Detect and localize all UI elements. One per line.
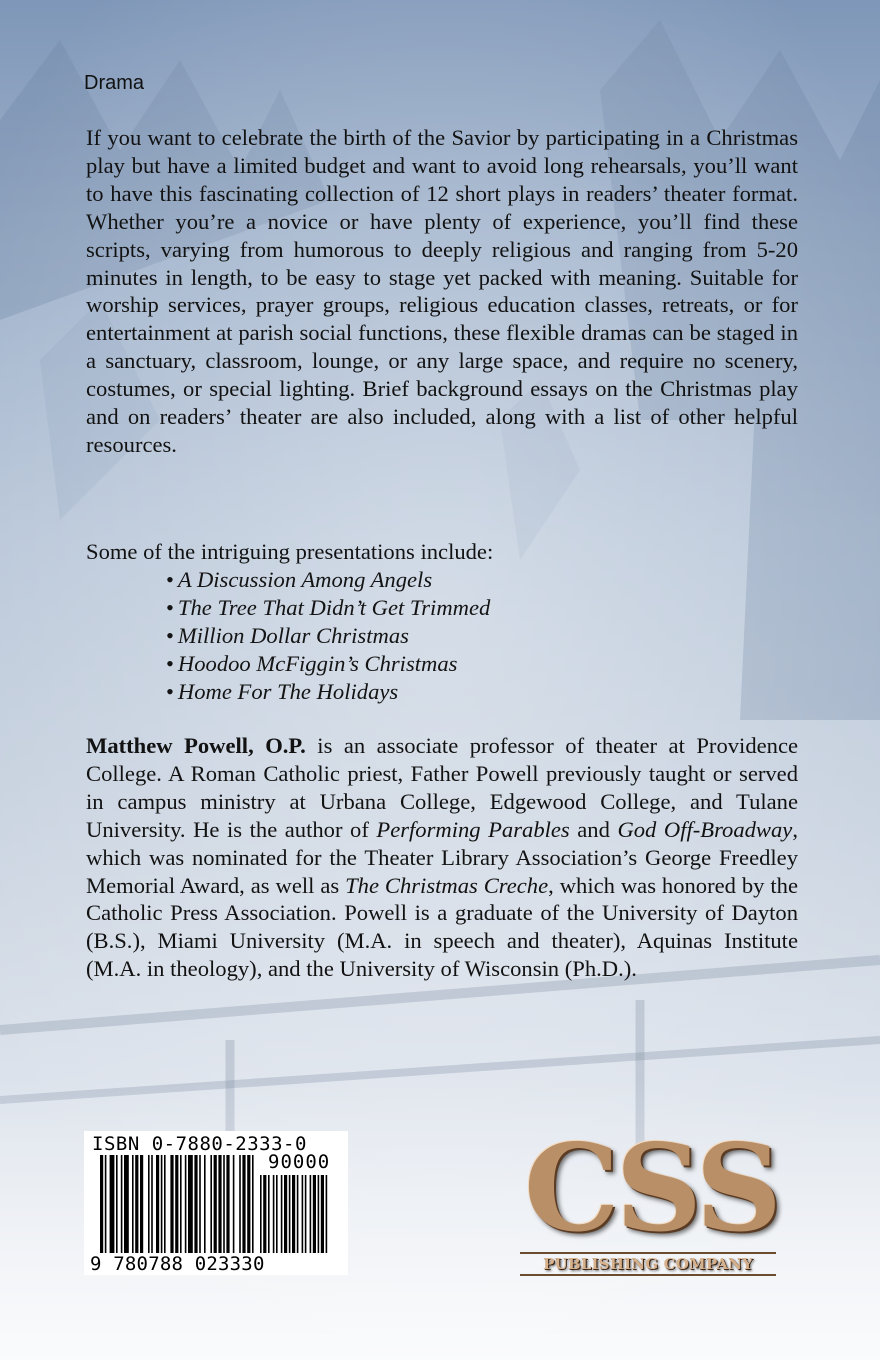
barcode-bar [175,1155,178,1253]
list-item: • A Discussion Among Angels [166,567,433,592]
barcode-bar [170,1155,173,1253]
list-item: • Million Dollar Christmas [166,622,409,648]
book-title: Performing Parables [376,816,570,842]
barcode-bar [194,1155,197,1253]
barcode-bar [281,1175,283,1253]
barcode-bar [321,1175,324,1253]
list-item: • Home For The Holidays [166,678,399,704]
list-item: • Hoodoo McFiggin’s Christmas [166,650,458,676]
barcode-bar [252,1155,254,1253]
bullet-icon: • [166,594,174,620]
book-description: If you want to celebrate the birth of the Savior by participating in a Christmas play but have a limited budget and want to avoid long rehearsals, you’ll want to have this fascinating collection of 12 short plays in readers’ theater format. Whether you’re a novice or have plenty of experience, you’ll find these scripts, varying from humorous to deeply religious and ranging from 5-20 minutes in length, to be easy to stage yet packed with meaning. Suitable for worship services, prayer groups, religious education classes, retreats, or for entertainment at parish social functions, these flexible dramas can be staged in a sanctuary, classroom, lounge, or any large space, and require no scenery, costumes, or special lighting. Brief background essays on the Christmas play and on readers’ theater are also included, along with a list of other helpful resources. [86,125,798,457]
barcode-bar [105,1155,107,1253]
barcode-bar [218,1155,221,1253]
barcode-bar [100,1155,103,1253]
barcode-bar [121,1155,123,1253]
author-name: Matthew Powell, O.P. [86,733,306,758]
barcode-bar [164,1155,166,1253]
barcode-bar [204,1155,206,1253]
publisher-logo [516,1118,786,1276]
barcode-bar [247,1155,250,1253]
book-title: God Off-Broadway [617,816,793,842]
barcode-bar [223,1155,225,1253]
barcode-bar [326,1175,328,1253]
bullet-icon: • [166,650,174,676]
bullet-icon: • [166,622,174,648]
barcode-bar [289,1175,291,1253]
barcode-bar [214,1155,217,1253]
barcode-bar [233,1155,235,1253]
publisher-name: PUBLISHING COMPANY [520,1252,776,1276]
barcode-bar [318,1175,320,1253]
isbn-label: ISBN 0-7880-2333-0 [92,1133,307,1155]
barcode-bar [185,1155,187,1253]
barcode-bar [116,1155,118,1253]
barcode-bar [297,1175,299,1253]
barcode-bar [292,1175,295,1253]
barcode-bar [188,1155,193,1253]
barcode-bar [305,1175,307,1253]
barcode-bar [140,1155,143,1253]
barcode-bar [284,1175,287,1253]
barcode-bar [110,1155,115,1253]
barcode-bar [268,1175,270,1253]
barcode-bar [156,1155,159,1253]
ean-digits: 9 780788 023330 [90,1253,265,1275]
barcode-bar [161,1155,163,1253]
barcode-bar [151,1155,153,1253]
barcode-bar [313,1175,316,1253]
barcode-bar [276,1175,278,1253]
book-title: The Christmas Creche [345,872,549,898]
barcode-bar [124,1155,129,1253]
price-code: 90000 [268,1151,331,1173]
list-item: • The Tree That Didn’t Get Trimmed [166,594,491,620]
publisher-logo-letters: CSS [523,1118,779,1259]
barcode-bar [210,1155,212,1253]
bullet-icon: • [166,678,174,704]
barcode-bar [180,1155,182,1253]
presentations-intro: Some of the intriguing presentations include: [86,539,494,564]
barcode-bar [199,1155,201,1253]
barcode-bar [239,1155,241,1253]
barcode-bar [310,1175,312,1253]
barcode-bar [148,1155,150,1253]
barcode-bar [260,1175,262,1253]
author-bio: Matthew Powell, O.P. is an associate professor of theater at Providence College. A Roman Catholic priest, Father Powell previously taught or served in campus ministry at Urbana College, Edgewood College, and Tulane University. He is the author of Performing Parables and God Off-Broadway, which was nominated for the Theater Library Association’s George Freedley Memorial Award, as well as The Christmas Creche, which was honored by the Catholic Press Association. Powell is a graduate of the University of Dayton (B.S.), Miami University (M.A. in speech and theater), Aquinas Institute (M.A. in theology), and the University of Wisconsin (Ph.D.). [86,733,798,982]
barcode-bar [302,1175,304,1253]
barcode [84,1131,348,1275]
category-label: Drama [84,72,145,94]
bullet-icon: • [166,567,174,592]
barcode-bar [273,1175,275,1253]
barcode-bar [226,1155,229,1253]
barcode-bar [263,1175,266,1253]
presentations-list [166,566,490,706]
barcode-bar [132,1155,134,1253]
barcode-bar [135,1155,138,1253]
barcode-bar [242,1155,245,1253]
